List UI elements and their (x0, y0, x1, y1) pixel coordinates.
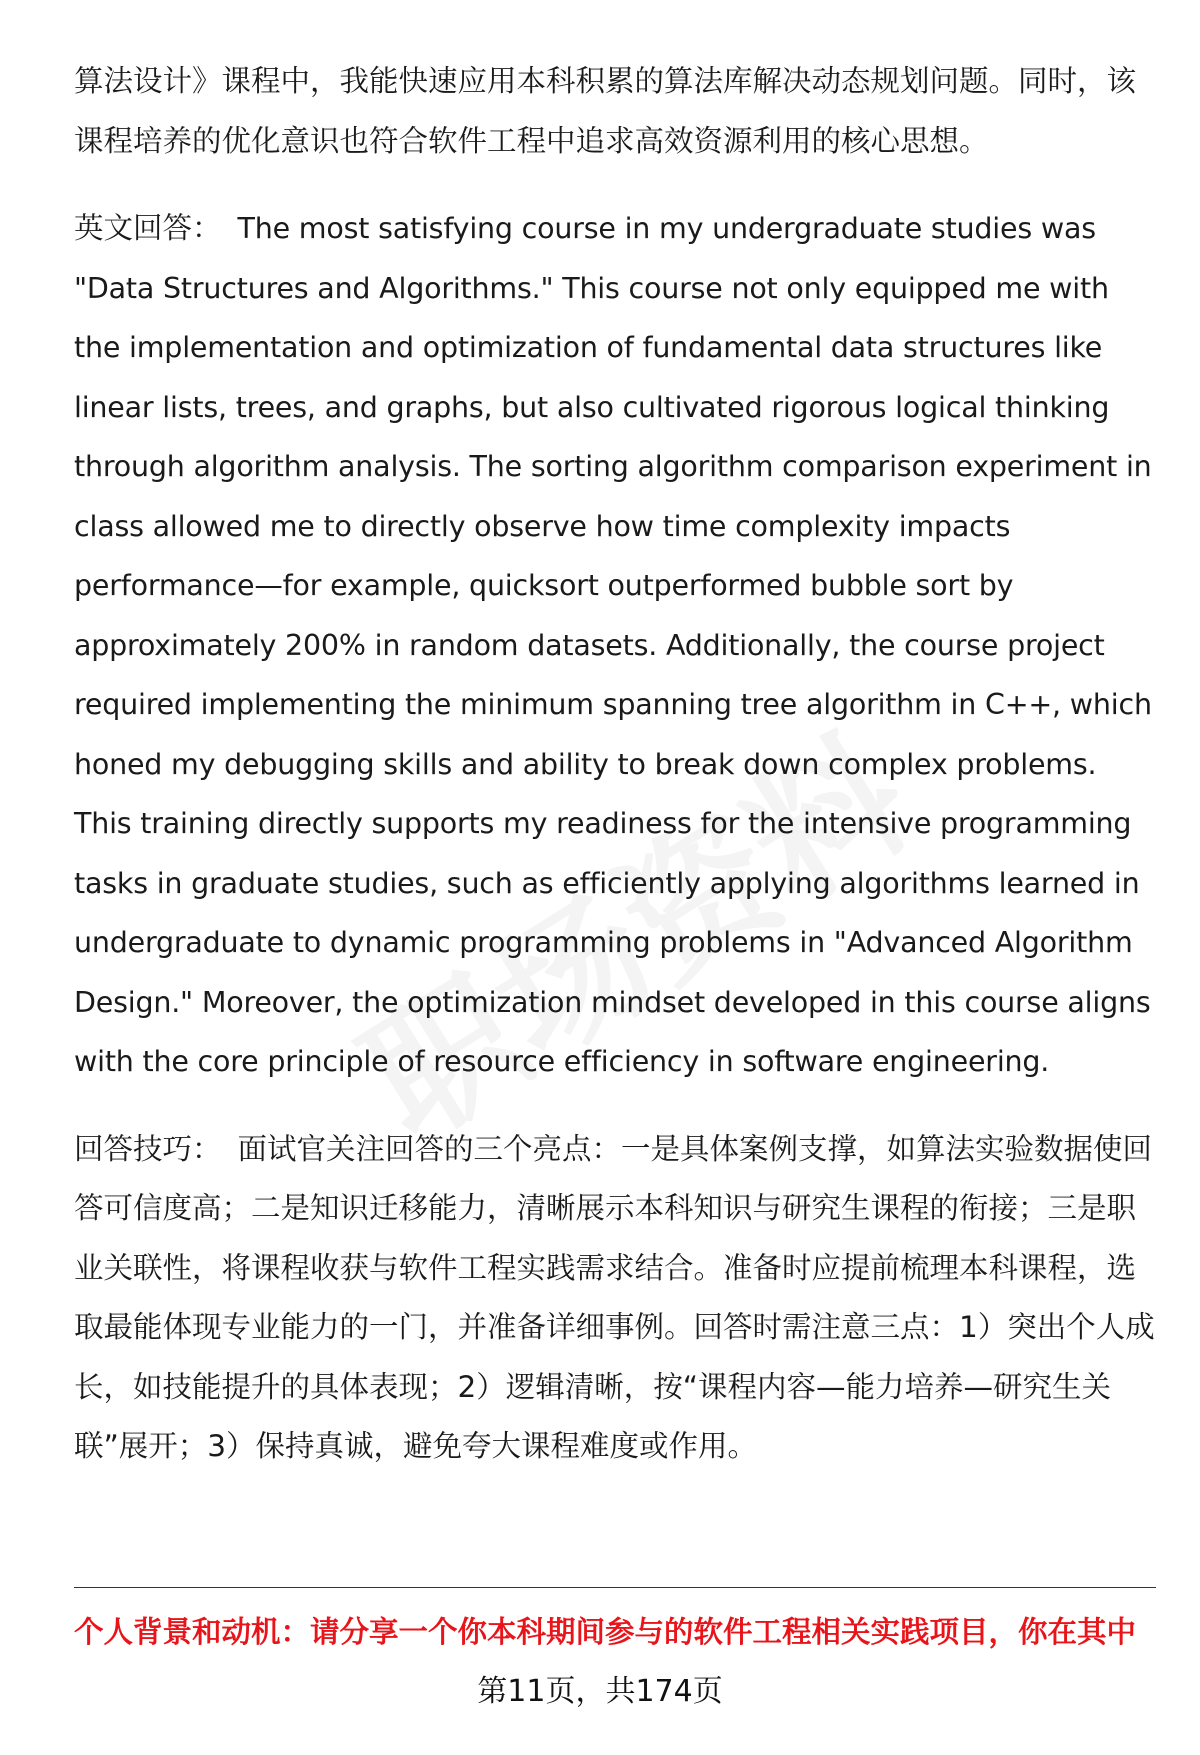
english-answer-label: 英文回答： (74, 211, 222, 245)
continuation-paragraph: 算法设计》课程中，我能快速应用本科积累的算法库解决动态规划问题。同时，该课程培养的优化意识也符合软件工程中追求高效资源利用的核心思想。 (74, 64, 1137, 158)
answer-tips-paragraph (74, 1120, 1156, 1477)
next-question-heading: 个人背景和动机：请分享一个你本科期间参与的软件工程相关实践项目，你在其中 (74, 1615, 1137, 1649)
answer-tips-label: 回答技巧： (74, 1131, 222, 1166)
page-number: 第11页，共174页 (477, 1674, 723, 1709)
english-answer-text: The most satisfying course in my undergraduate studies was "Data Structures and Algorithms." This course not only equipped me with the implementation and optimization of fundamental data structures like linear lists, trees, and graphs, but also cultivated rigorous logical thinking through algorithm analysis. The sorting algorithm comparison experiment in class allowed me to directly observe how time complexity impacts performance—for example, quicksort outperformed bubble sort by approximately 200% in random datasets. Additionally, the course project required implementing the minimum spanning tree algorithm in C++, which honed my debugging skills and ability to break down complex problems. This training directly supports my readiness for the intensive programming tasks in graduate studies, such as efficiently applying algorithms learned in undergraduate to dynamic programming problems in "Advanced Algorithm Design." Moreover, the optimization mindset developed in this course aligns with the core principle of resource efficiency in software engineering. (74, 212, 1152, 1078)
section-divider (74, 1587, 1156, 1588)
page-content (74, 52, 1156, 1505)
answer-tips-text: 面试官关注回答的三个亮点：一是具体案例支撑，如算法实验数据使回答可信度高；二是知识迁移能力，清晰展示本科知识与研究生课程的衔接；三是职业关联性，将课程收获与软件工程实践需求结合。准备时应提前梳理本科课程，选取最能体现专业能力的一门，并准备详细事例。回答时需注意三点：1）突出个人成长，如技能提升的具体表现；2）逻辑清晰，按“课程内容—能力培养—研究生关联”展开；3）保持真诚，避免夸大课程难度或作用。 (74, 1131, 1155, 1463)
english-answer-paragraph (74, 199, 1156, 1092)
